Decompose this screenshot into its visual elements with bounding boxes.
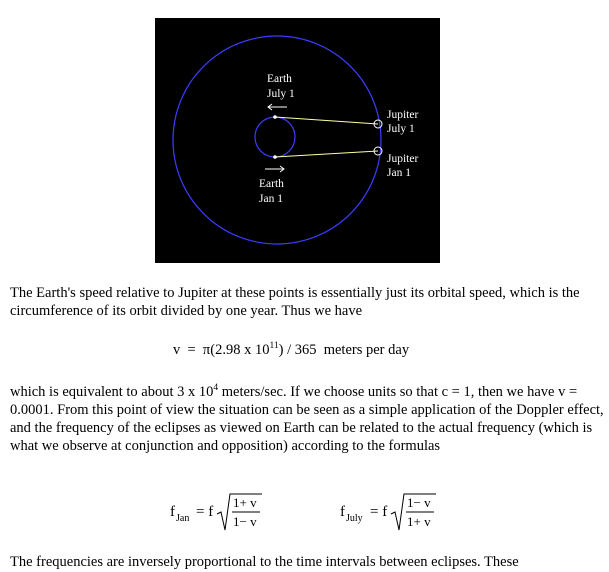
label-earth-july-2: July 1 bbox=[267, 88, 295, 100]
formula-jan-sub: Jan bbox=[176, 513, 190, 524]
formula-july bbox=[340, 494, 436, 530]
equation-velocity-rhs: ) / 365 meters per day bbox=[278, 342, 410, 358]
formula-july-f: f bbox=[340, 504, 345, 520]
label-jupiter-jan-2: Jan 1 bbox=[387, 167, 411, 179]
diagram-background bbox=[155, 18, 440, 263]
label-jupiter-jan-1: Jupiter bbox=[387, 153, 419, 165]
equation-velocity-exponent: 11 bbox=[269, 341, 279, 351]
formula-jan-eq: = f bbox=[196, 504, 214, 520]
formula-july-eq: = f bbox=[370, 504, 388, 520]
label-earth-jan-1: Earth bbox=[259, 178, 284, 190]
paragraph-doppler bbox=[10, 383, 605, 455]
earth-jan-dot bbox=[273, 155, 277, 159]
equation-velocity-lhs: v = π(2.98 x 10 bbox=[173, 342, 270, 358]
label-jupiter-july-1: Jupiter bbox=[387, 109, 419, 121]
formula-jan-den: 1− v bbox=[233, 514, 257, 529]
paragraph-doppler-rest: meters/sec. If we choose units so that c = 1, then we have v = 0.0001. From this point of view the situation can be seen as a simple application of the Doppler effect, and the frequency of the eclipses as viewed on Earth can be related to the actual frequency (which is what we observe at conjunction and opposition) according to the formulas bbox=[10, 384, 604, 454]
formula-july-num: 1− v bbox=[407, 495, 431, 510]
paragraph-doppler-exponent: 4 bbox=[213, 383, 219, 393]
formula-july-sub: July bbox=[346, 513, 363, 524]
paragraph-frequencies: The frequencies are inversely proportional to the time intervals between eclipses. These bbox=[10, 554, 519, 570]
formula-july-den: 1+ v bbox=[407, 514, 431, 529]
orbit-diagram bbox=[155, 18, 440, 263]
paragraph-orbital-speed: The Earth's speed relative to Jupiter at these points is essentially just its orbital speed, which is the circumference of its orbit divided by one year. Thus we have bbox=[10, 285, 580, 319]
label-jupiter-july-2: July 1 bbox=[387, 123, 415, 135]
doppler-formulas bbox=[160, 486, 460, 536]
label-earth-july-1: Earth bbox=[267, 73, 292, 85]
formula-jan-f: f bbox=[170, 504, 175, 520]
formula-jan bbox=[170, 494, 262, 530]
equation-velocity bbox=[173, 342, 409, 359]
paragraph-doppler-start: which is equivalent to about 3 x 10 bbox=[10, 384, 214, 400]
earth-july-dot bbox=[273, 115, 277, 119]
label-earth-jan-2: Jan 1 bbox=[259, 193, 283, 205]
formula-jan-num: 1+ v bbox=[233, 495, 257, 510]
